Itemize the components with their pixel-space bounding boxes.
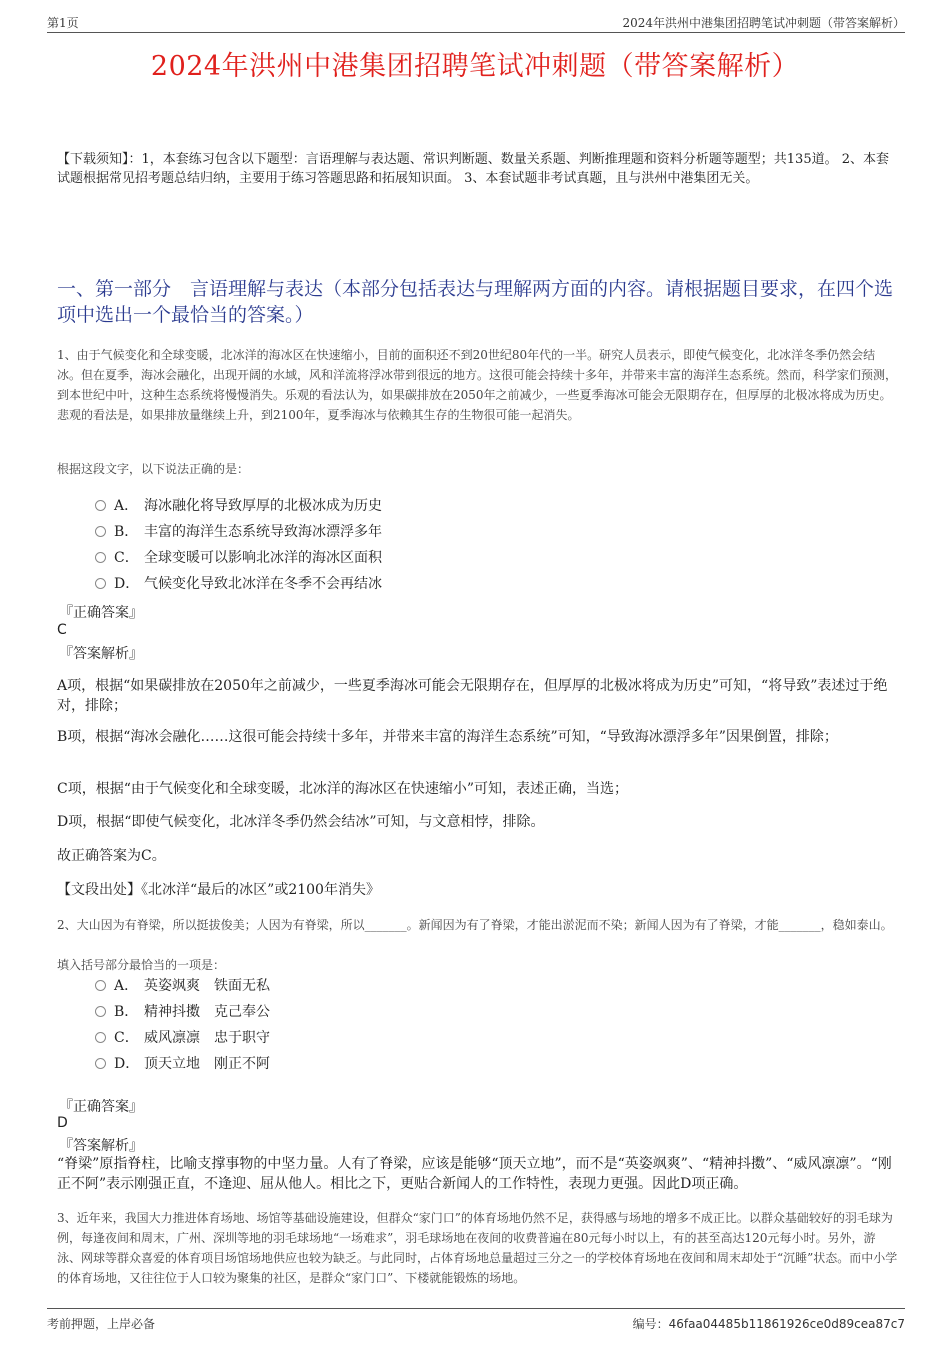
explanation-d: D项，根据“即使气候变化，北冰洋冬季仍然会结冰”可知，与文意相悖，排除。 [57,814,545,830]
explanation-b: B项，根据“海冰会融化……这很可能会持续十多年，并带来丰富的海洋生态系统”可知，“导致海冰漂浮多年”因果倒置，排除； [57,729,838,745]
question-2-explanation: “脊梁”原指脊柱，比喻支撑事物的中坚力量。人有了脊梁，应该是能够“顶天立地”，而不是“英姿飒爽”、“精神抖擞”、“威风凛凛”。“刚正不阿”表示刚强正直，不逢迎、屈从他人。相比之下，更贴合新闻人的工作特性，表现力更强。因此D项正确。 [57,1156,892,1192]
radio-icon[interactable] [95,500,106,511]
question-1-prompt: 根据这段文字，以下说法正确的是： [57,462,250,476]
explanation-label: 『答案解析』 [59,646,143,662]
footer-slogan: 考前押题，上岸必备 [47,1317,156,1331]
section-heading: 一、第一部分 言语理解与表达（本部分包括表达与理解两方面的内容。请根据题目要求，在四个选项中选出一个最恰当的答案。） [57,278,894,326]
page-number: 第1页 [47,16,79,30]
explanation-c: C项，根据“由于气候变化和全球变暖，北冰洋的海冰区在快速缩小”可知，表述正确，当选； [57,781,629,797]
radio-icon[interactable] [95,1006,106,1017]
download-notice: 【下载须知】：1，本套练习包含以下题型：言语理解与表达题、常识判断题、数量关系题、判断推理题和资料分析题等题型；共135道。 2、本套试题根据常见招考题总结归纳，主要用于练习答题思路和拓展知识面。 3、本套试题非考试真题，且与洪州中港集团无关。 [57,152,889,186]
radio-icon[interactable] [95,1032,106,1043]
page-header [47,10,905,33]
question-2-text: 2、大山因为有脊梁，所以挺拔俊美；人因为有脊梁，所以_______。新闻因为有了脊梁，才能出淤泥而不染；新闻人因为有了脊梁，才能_______，稳如泰山。 [57,918,893,932]
explanation-a: A项，根据“如果碳排放在2050年之前减少，一些夏季海冰可能会无限期存在，但厚厚的北极冰将成为历史”可知，“将导致”表述过于绝对，排除； [57,678,888,714]
option-b[interactable]: B． 丰富的海洋生态系统导致海冰漂浮多年 [95,519,795,545]
option-c[interactable]: C． 威风凛凛 忠于职守 [95,1025,795,1051]
radio-icon[interactable] [95,980,106,991]
radio-icon[interactable] [95,1058,106,1069]
document-id: 编号：46faa04485b11861926ce0d89cea87c7 [632,1317,905,1331]
explanation-conclusion: 故正确答案为C。 [57,848,166,864]
question-2-options [95,973,795,1077]
radio-icon[interactable] [95,578,106,589]
radio-icon[interactable] [95,526,106,537]
question-3-text: 3、近年来，我国大力推进体育场地、场馆等基础设施建设，但群众“家门口”的体育场地仍然不足，获得感与场地的增多不成正比。以群众基础较好的羽毛球为例，每逢夜间和周末，广州、深圳等地的羽毛球场地“一场难求”，羽毛球场地在夜间的收费普遍在80元每小时以上，有的甚至高达120元每小时。另外，游泳、网球等群众喜爱的体育项目场馆场地供应也较为缺乏。与此同时，占体育场地总量超过三分之一的学校体育场地在夜间和周末却处于“沉睡”状态。而中小学的体育场地，又往往位于人口较为聚集的社区，是群众“家门口”、下楼就能锻炼的场地。 [57,1211,898,1285]
document-title: 2024年洪州中港集团招聘笔试冲刺题（带答案解析） [150,51,800,82]
option-a[interactable]: A． 英姿飒爽 铁面无私 [95,973,795,999]
option-b[interactable]: B． 精神抖擞 克己奉公 [95,999,795,1025]
question-2-prompt: 填入括号部分最恰当的一项是： [57,958,226,972]
radio-icon[interactable] [95,552,106,563]
question-1-options [95,493,795,597]
answer-label: 『正确答案』 [59,1099,143,1115]
header-doc-title: 2024年洪州中港集团招聘笔试冲刺题（带答案解析） [622,16,905,30]
correct-answer: C [57,622,67,638]
correct-answer: D [57,1115,68,1131]
source-citation: 【文段出处】《北冰洋“最后的冰区”或2100年消失》 [57,882,380,898]
explanation-label: 『答案解析』 [59,1138,143,1154]
option-c[interactable]: C． 全球变暖可以影响北冰洋的海冰区面积 [95,545,795,571]
question-1-text: 1、由于气候变化和全球变暖，北冰洋的海冰区在快速缩小，目前的面积还不到20世纪80年代的一半。研究人员表示，即使气候变化，北冰洋冬季仍然会结冰。但在夏季，海冰会融化，出现开阔的水域，风和洋流将浮冰带到很远的地方。这很可能会持续十多年，并带来丰富的海洋生态系统。然而，科学家们预测，到本世纪中叶，这种生态系统将慢慢消失。乐观的看法认为，如果碳排放在2050年之前减少，一些夏季海冰可能会无限期存在，但厚厚的北极冰将成为历史。悲观的看法是，如果排放量继续上升，到2100年，夏季海冰与依赖其生存的生物很可能一起消失。 [57,348,898,422]
option-a[interactable]: A． 海冰融化将导致厚厚的北极冰成为历史 [95,493,795,519]
page-footer [47,1308,905,1333]
answer-label: 『正确答案』 [59,605,143,621]
option-d[interactable]: D． 气候变化导致北冰洋在冬季不会再结冰 [95,571,795,597]
option-d[interactable]: D． 顶天立地 刚正不阿 [95,1051,795,1077]
